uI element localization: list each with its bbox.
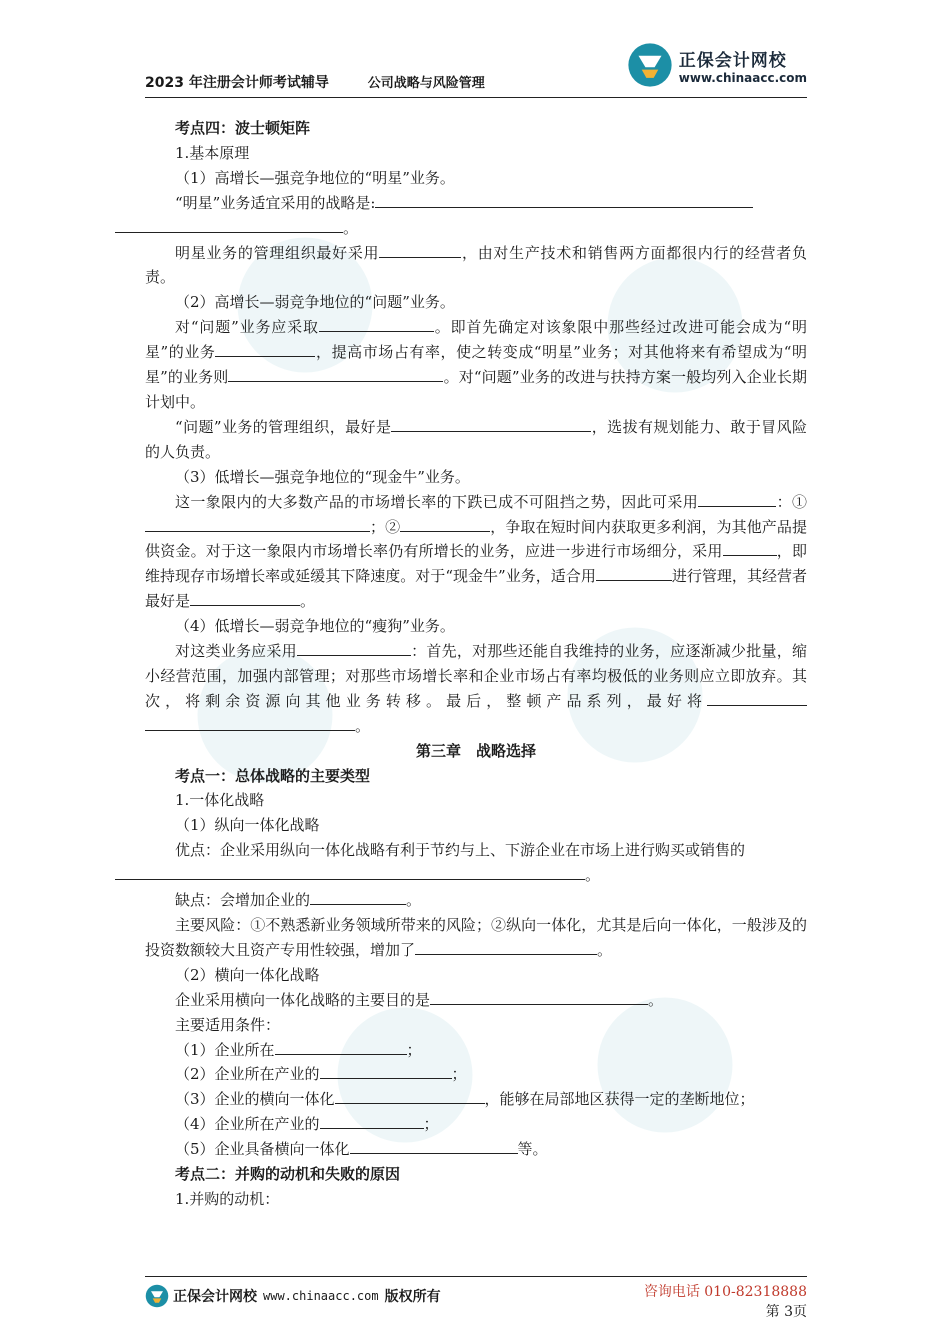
fill-blank[interactable] [350, 1137, 518, 1154]
list-item [145, 1112, 807, 1137]
fill-blank[interactable] [430, 988, 648, 1005]
text: ； [451, 1065, 467, 1084]
footer-rule [145, 1276, 807, 1277]
text: “明星”业务适宜采用的战略是: [175, 193, 376, 212]
fill-blank[interactable] [750, 490, 776, 507]
chinaacc-logo-icon [145, 1284, 169, 1308]
section-heading: 考点四：波士顿矩阵 [175, 119, 311, 137]
paragraph [145, 838, 807, 888]
paragraph: （2）高增长—弱竞争地位的“问题”业务。 [175, 293, 455, 312]
footer-brand [145, 1284, 441, 1308]
page-header [145, 40, 807, 98]
text: （2）企业所在产业的 [175, 1065, 320, 1084]
footer-url[interactable]: www.chinaacc.com [263, 1289, 379, 1303]
text: 这一象限内的大多数产品的市场增长率的下跌已成不可阻挡之势，因此可采用 [175, 492, 699, 511]
paragraph: （1）纵向一体化战略 [175, 816, 320, 835]
paragraph [145, 888, 807, 913]
text: 对“问题”业务应采取 [175, 318, 319, 337]
paragraph: （3）低增长—强竞争地位的“现金牛”业务。 [175, 467, 470, 486]
header-rule [145, 97, 807, 98]
list-item [145, 1087, 807, 1112]
text: ，即维持现存市场增长率或延缓其下降速度。对于“现金牛”业务，适合用 [145, 542, 807, 586]
fill-blank[interactable] [379, 241, 461, 258]
fill-blank[interactable] [275, 1038, 407, 1055]
text: 缺点：会增加企业的 [175, 891, 311, 910]
fill-blank[interactable] [707, 689, 807, 706]
paragraph [145, 913, 807, 963]
text: ：① [776, 492, 807, 511]
fill-blank[interactable] [215, 340, 315, 357]
paragraph: 主要适用条件： [175, 1015, 281, 1034]
text: ；② [370, 517, 401, 536]
text: 企业采用横向一体化战略的主要目的是 [175, 990, 431, 1009]
paragraph: 1.并购的动机： [175, 1189, 280, 1208]
chinaacc-logo-icon [627, 42, 673, 88]
text: 。 [406, 891, 422, 910]
text: 进行管理，其经营者最好是 [145, 567, 807, 611]
fill-blank[interactable] [375, 191, 753, 208]
header-subject: 公司战略与风险管理 [367, 76, 485, 91]
fill-blank[interactable] [415, 938, 597, 955]
text: 。 [300, 592, 316, 611]
fill-blank[interactable] [115, 216, 343, 233]
fill-blank[interactable] [391, 415, 591, 432]
paragraph: （1）高增长—强竞争地位的“明星”业务。 [175, 168, 455, 187]
text: 。 [343, 218, 359, 237]
text: ，争取在短时间内获取更多利润，为其他产品提供资金。对于这一象限内市场增长率仍有所增长的业务，应进一步进行市场细分，采用 [145, 517, 807, 561]
text: 。 [597, 940, 613, 959]
paragraph [145, 415, 807, 465]
fill-blank[interactable] [698, 490, 750, 507]
fill-blank[interactable] [145, 515, 370, 532]
footer-rights: 版权所有 [384, 1289, 441, 1305]
brand-logo [627, 40, 807, 90]
text: （5）企业具备横向一体化 [175, 1140, 350, 1159]
text: ：首先，对那些还能自我维持的业务，应逐渐减少批量，缩小经营范围，加强内部管理；对那些市场增长率和企业市场占有率均极低的业务则应立即放弃。其次，将剩余资源向其他业务转移。最后，整顿产品系列，最好将 [145, 642, 807, 710]
text: 。 [585, 866, 601, 885]
text: （3）企业的横向一体化 [175, 1090, 335, 1109]
paragraph [145, 490, 807, 615]
text: 。对“问题”业务的改进与扶持方案一般均列入企业长期计划中。 [145, 368, 808, 411]
paragraph: （4）低增长—弱竞争地位的“瘦狗”业务。 [175, 617, 455, 636]
chapter-title: 第三章 战略选择 [415, 741, 536, 760]
logo-en-text: www.chinaacc.com [678, 70, 807, 85]
list-item [145, 1062, 807, 1087]
paragraph [145, 241, 807, 291]
paragraph: 1.基本原理 [175, 143, 250, 162]
page-footer [145, 1276, 807, 1326]
text: 优点：企业采用纵向一体化战略有利于节约与上、下游企业在市场上进行购买或销售的 [175, 841, 746, 860]
paragraph [145, 191, 807, 241]
fill-blank[interactable] [596, 564, 672, 581]
list-item [145, 1137, 807, 1162]
text: 主要风险：①不熟悉新业务领域所带来的风险；②纵向一体化，尤其是后向一体化，一般涉及的投资数额较大且资产专用性较强，增加了 [145, 916, 807, 959]
text: ，提高市场占有率，使之转变成“明星”业务；对其他将来有希望成为“明星”的业务则 [145, 343, 808, 387]
text: ，由对生产技术和销售两方面都很内行的经营者负责。 [145, 243, 807, 287]
paragraph [145, 988, 807, 1013]
text: 等。 [517, 1140, 548, 1159]
section-heading: 考点二：并购的动机和失败的原因 [175, 1165, 401, 1184]
text: 。 [648, 990, 664, 1009]
fill-blank[interactable] [400, 515, 490, 532]
page-number: 第 3页 [765, 1304, 807, 1320]
document-body [145, 116, 807, 1212]
fill-blank[interactable] [320, 1062, 452, 1079]
fill-blank[interactable] [320, 1112, 424, 1129]
fill-blank[interactable] [723, 539, 777, 556]
text: ，能够在局部地区获得一定的垄断地位； [484, 1090, 755, 1109]
text: 明星业务的管理组织最好采用 [175, 243, 380, 262]
footer-brand-name: 正保会计网校 [173, 1289, 257, 1305]
paragraph: （2）横向一体化战略 [175, 965, 320, 984]
fill-blank[interactable] [310, 888, 406, 905]
fill-blank[interactable] [319, 315, 434, 332]
paragraph [145, 315, 807, 415]
paragraph: 1.一体化战略 [175, 791, 265, 810]
fill-blank[interactable] [145, 714, 355, 731]
logo-cn-text: 正保会计网校 [678, 50, 787, 71]
text: 。 [355, 716, 371, 735]
text: （1）企业所在 [175, 1040, 275, 1059]
fill-blank[interactable] [115, 863, 585, 880]
text: ； [423, 1115, 439, 1134]
text: （4）企业所在产业的 [175, 1115, 320, 1134]
section-heading: 考点一：总体战略的主要类型 [175, 766, 371, 785]
fill-blank[interactable] [228, 365, 443, 382]
text: ，选拔有规划能力、敢于冒风险的人负责。 [145, 417, 807, 461]
text: “问题”业务的管理组织，最好是 [175, 417, 392, 436]
text: 对这类业务应采用 [175, 642, 297, 661]
header-title: 2023 年注册会计师考试辅导 [145, 75, 329, 91]
fill-blank[interactable] [190, 589, 300, 606]
list-item [145, 1038, 807, 1063]
header-left [145, 72, 485, 92]
fill-blank[interactable] [335, 1087, 485, 1104]
text: 。即首先确定对该象限中那些经过改进可能会成为“明星”的业务 [145, 318, 808, 362]
paragraph [145, 639, 807, 739]
text: ； [406, 1040, 422, 1059]
fill-blank[interactable] [297, 639, 411, 656]
footer-phone: 咨询电话 010-82318888 [643, 1284, 807, 1300]
